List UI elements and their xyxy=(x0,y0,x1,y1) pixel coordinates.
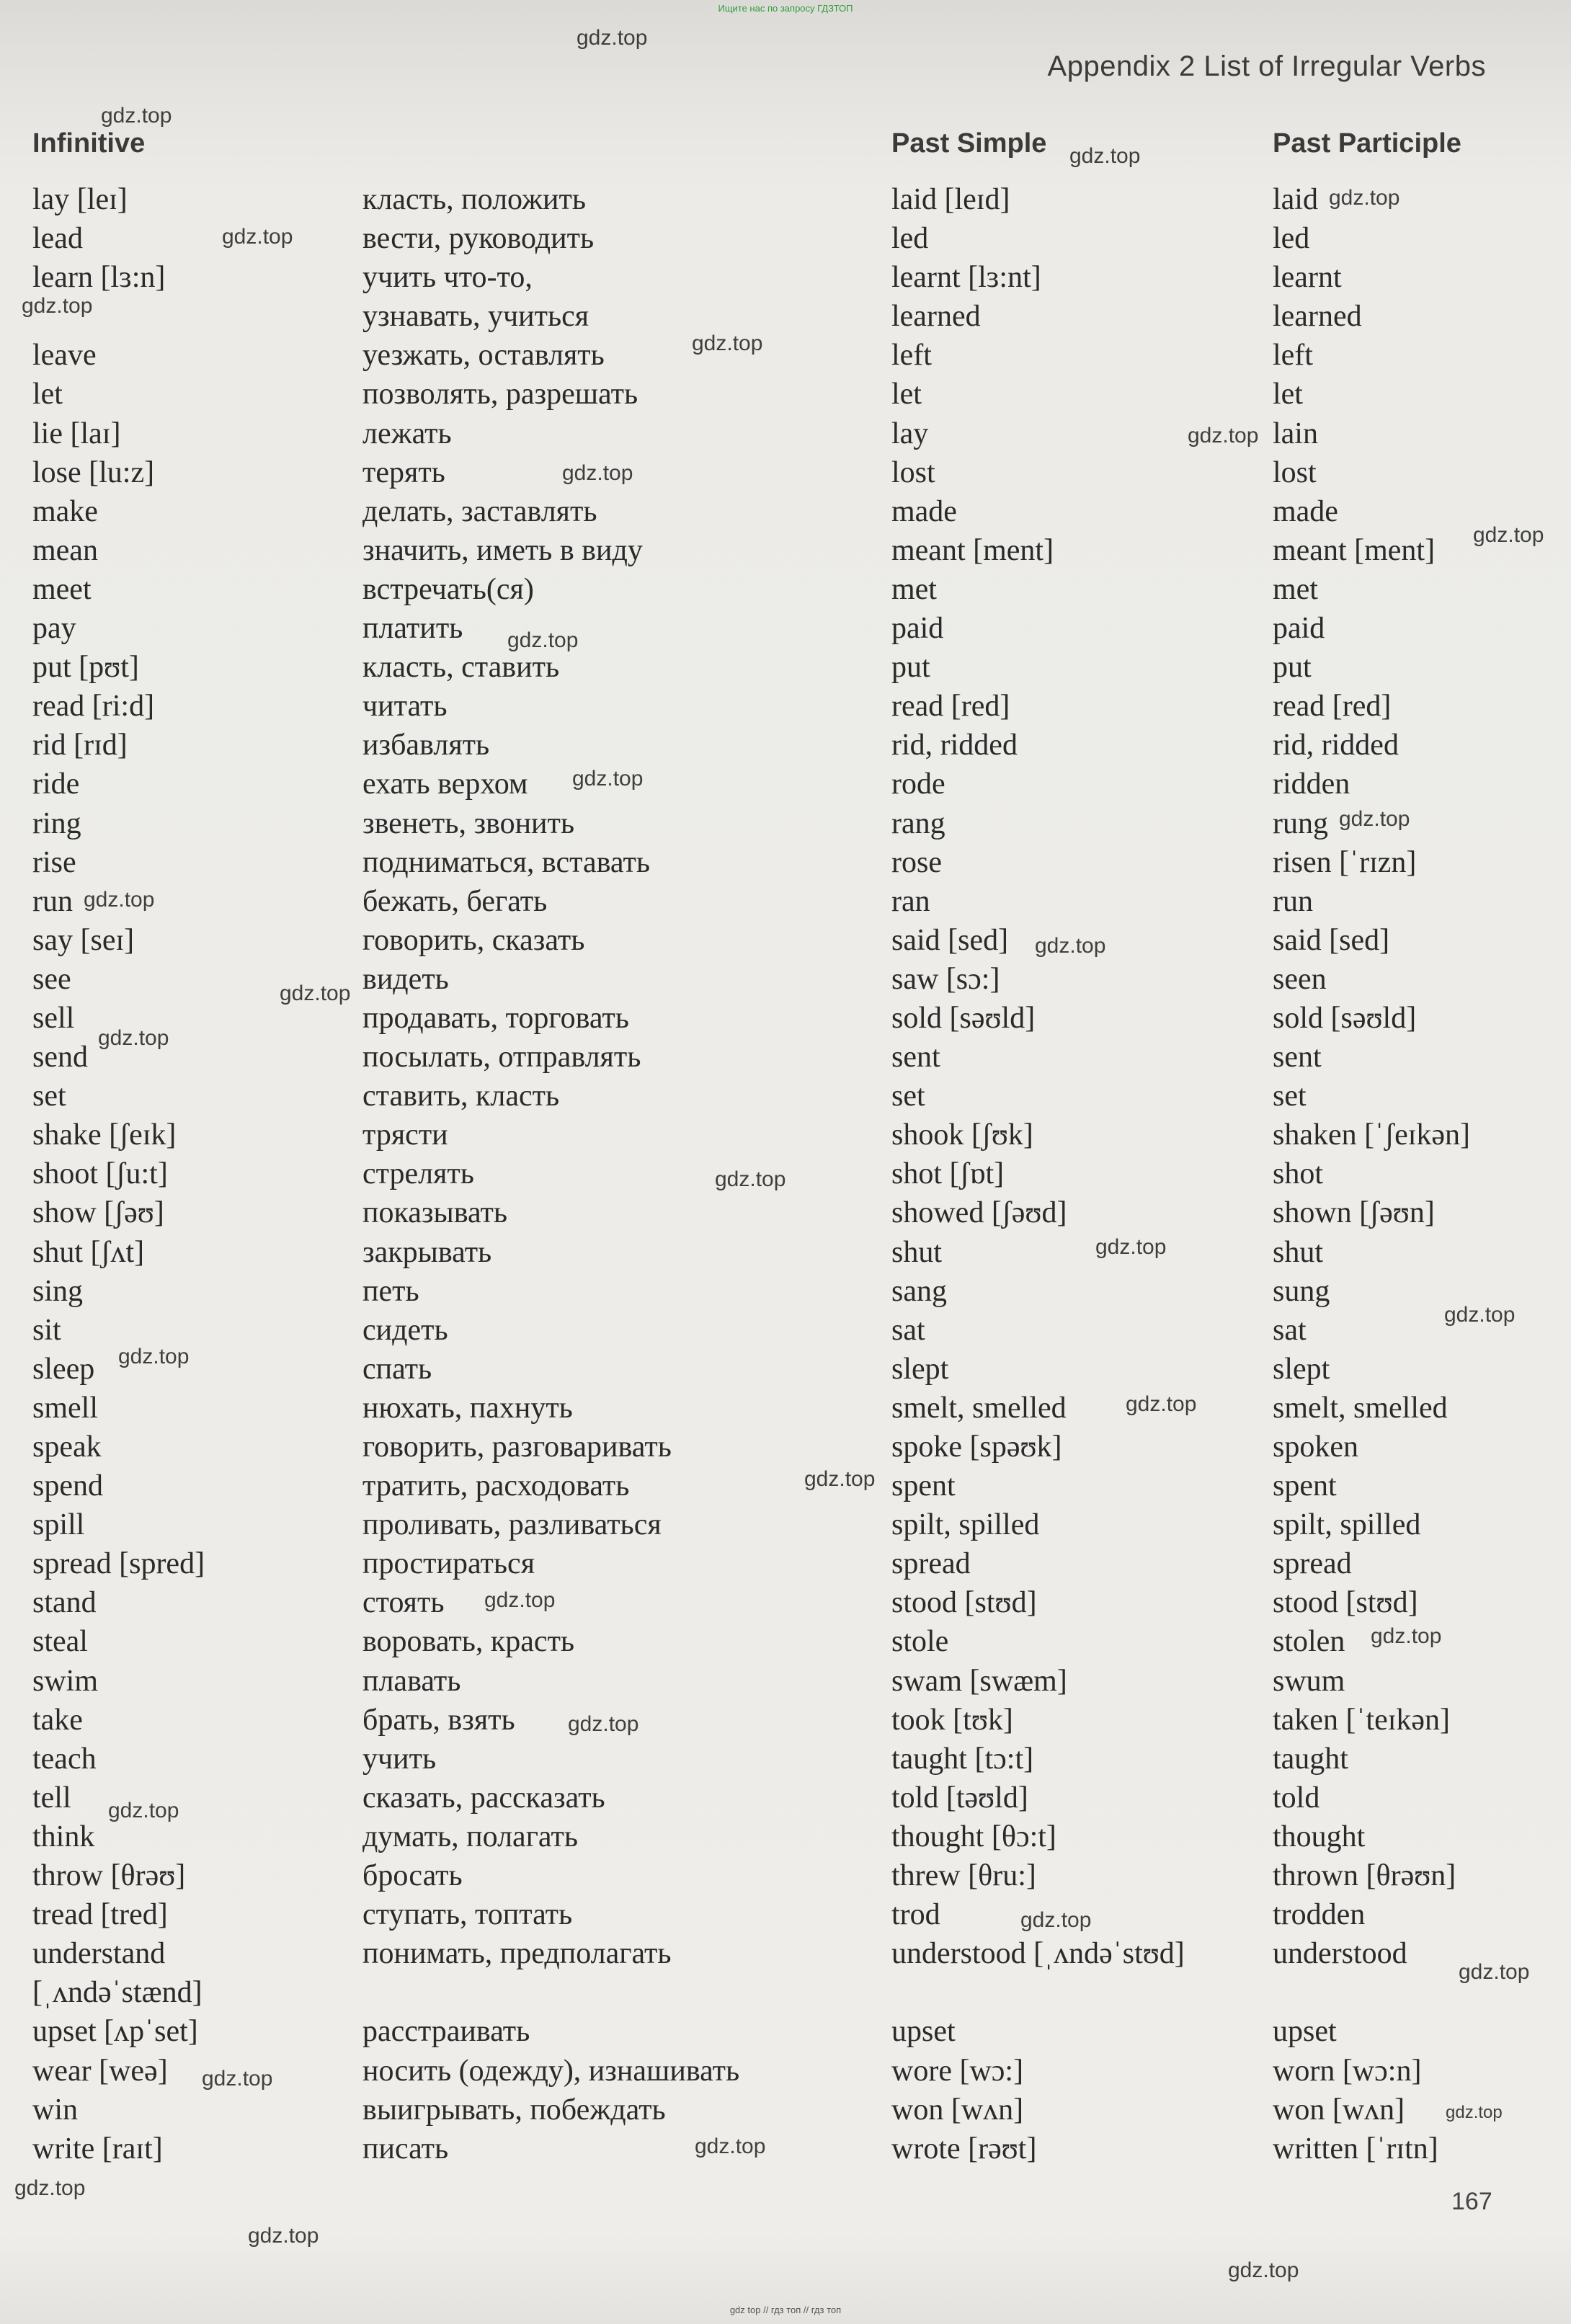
table-row xyxy=(0,1428,1571,1466)
table-row xyxy=(0,414,1571,453)
verb-past-simple: shot [ʃɒt] xyxy=(891,1157,1005,1191)
verb-translation: стрелять xyxy=(362,1157,474,1191)
verb-infinitive: ring xyxy=(32,806,81,840)
watermark: gdz.top xyxy=(98,1026,169,1050)
verb-past-simple: wore [wɔ:] xyxy=(891,2054,1024,2088)
table-row xyxy=(0,1934,1571,1973)
verb-past-participle: laid xyxy=(1273,183,1318,216)
verb-past-simple: shut xyxy=(891,1235,943,1269)
table-row xyxy=(0,1193,1571,1232)
verb-translation: видеть xyxy=(362,962,449,996)
verb-past-simple: said [sed] xyxy=(891,923,1009,957)
verb-translation: платить xyxy=(362,612,463,646)
verb-past-simple: swam [swæm] xyxy=(891,1664,1067,1698)
table-row xyxy=(0,1077,1571,1116)
verb-past-participle: learned xyxy=(1273,300,1362,334)
table-row xyxy=(0,258,1571,297)
watermark: gdz.top xyxy=(1329,186,1400,210)
verb-infinitive: ride xyxy=(32,767,80,801)
watermark: gdz.top xyxy=(84,888,155,912)
table-row xyxy=(0,765,1571,803)
watermark: gdz.top xyxy=(692,331,763,355)
verb-translation: трясти xyxy=(362,1118,448,1152)
verb-past-simple: thought [θɔ:t] xyxy=(891,1820,1056,1853)
verb-past-participle: spread xyxy=(1273,1547,1352,1581)
verb-past-participle: put xyxy=(1273,651,1312,685)
table-row xyxy=(0,1583,1571,1622)
verb-past-simple: rose xyxy=(891,845,942,879)
table-row xyxy=(0,1233,1571,1272)
verb-past-simple: led xyxy=(891,222,929,256)
verb-past-participle: shot xyxy=(1273,1157,1324,1191)
verb-translation: бежать, бегать xyxy=(362,884,548,918)
verb-past-participle: read [red] xyxy=(1273,690,1392,724)
verb-infinitive: write [raɪt] xyxy=(32,2132,163,2165)
verb-past-simple: showed [ʃəʊd] xyxy=(891,1196,1067,1230)
table-row xyxy=(0,1622,1571,1661)
verb-translation: посылать, отправлять xyxy=(362,1041,641,1074)
verb-translation: показывать xyxy=(362,1196,508,1230)
bottom-note: gdz top // гдз топ // гдз топ xyxy=(729,2305,842,2315)
verb-past-participle: set xyxy=(1273,1079,1307,1113)
table-row xyxy=(0,1544,1571,1583)
watermark: gdz.top xyxy=(108,1799,179,1822)
page-number: 167 xyxy=(1451,2188,1492,2215)
verb-translation: терять xyxy=(362,455,445,489)
watermark: gdz.top xyxy=(222,225,293,249)
watermark: gdz.top xyxy=(14,2176,86,2200)
verb-past-participle: run xyxy=(1273,884,1313,918)
table-row xyxy=(0,2091,1571,2129)
verb-infinitive: set xyxy=(32,1079,66,1113)
verb-past-participle: spent xyxy=(1273,1469,1337,1503)
table-row xyxy=(0,1311,1571,1350)
table-row xyxy=(0,609,1571,648)
verb-infinitive: upset [ʌpˈset] xyxy=(32,2015,198,2049)
verb-translation: плавать xyxy=(362,1664,461,1698)
column-header-past-participle: Past Participle xyxy=(1273,128,1461,159)
verb-past-participle: left xyxy=(1273,339,1313,373)
verb-past-simple: ran xyxy=(891,884,930,918)
watermark: gdz.top xyxy=(1228,2258,1299,2282)
verb-infinitive: think xyxy=(32,1820,95,1853)
verb-infinitive: see xyxy=(32,962,71,996)
verb-translation: закрывать xyxy=(362,1235,492,1269)
verb-infinitive: wear [weə] xyxy=(32,2054,168,2088)
verb-translation: воровать, красть xyxy=(362,1625,575,1659)
verb-past-participle: taught xyxy=(1273,1742,1348,1776)
table-row xyxy=(0,297,1571,336)
verb-past-participle: shaken [ˈʃeɪkən] xyxy=(1273,1118,1471,1152)
verb-past-participle: worn [wɔ:n] xyxy=(1273,2054,1422,2088)
watermark: gdz.top xyxy=(484,1588,556,1612)
verb-infinitive: run xyxy=(32,884,73,918)
table-row xyxy=(0,726,1571,765)
verb-past-simple: laid [leɪd] xyxy=(891,183,1010,216)
verb-past-simple: made xyxy=(891,494,957,528)
table-row xyxy=(0,804,1571,843)
verb-translation: учить что-то, xyxy=(362,261,533,295)
verb-past-participle: spilt, spilled xyxy=(1273,1508,1421,1542)
verb-infinitive: [ˌʌndəˈstænd] xyxy=(32,1976,203,2010)
verb-past-simple: left xyxy=(891,339,932,373)
verb-past-participle: told xyxy=(1273,1781,1320,1815)
verb-past-participle: led xyxy=(1273,222,1310,256)
verb-infinitive: sing xyxy=(32,1274,84,1308)
verb-translation: петь xyxy=(362,1274,419,1308)
watermark: gdz.top xyxy=(1444,1303,1516,1327)
watermark: gdz.top xyxy=(1371,1624,1442,1648)
verb-infinitive: let xyxy=(32,378,63,411)
watermark: gdz.top xyxy=(118,1345,190,1368)
verb-infinitive: spread [spred] xyxy=(32,1547,205,1581)
verb-translation: ехать верхом xyxy=(362,767,528,801)
watermark: gdz.top xyxy=(1188,424,1259,448)
table-row xyxy=(0,1817,1571,1856)
verb-past-simple: set xyxy=(891,1079,925,1113)
verb-translation: учить xyxy=(362,1742,437,1776)
verb-past-participle: sat xyxy=(1273,1313,1307,1347)
verb-past-participle: trodden xyxy=(1273,1898,1366,1932)
verb-past-simple: wrote [rəʊt] xyxy=(891,2132,1037,2165)
table-row xyxy=(0,843,1571,882)
verb-translation: выигрывать, побеждать xyxy=(362,2093,666,2127)
watermark: gdz.top xyxy=(248,2224,319,2248)
table-row xyxy=(0,1778,1571,1817)
verb-infinitive: sit xyxy=(32,1313,61,1347)
verb-translation: ступать, топтать xyxy=(362,1898,573,1932)
verb-infinitive: shake [ʃeɪk] xyxy=(32,1118,177,1152)
verb-infinitive: tread [tred] xyxy=(32,1898,168,1932)
table-row xyxy=(0,1272,1571,1311)
table-row xyxy=(0,1038,1571,1077)
watermark: gdz.top xyxy=(715,1167,786,1191)
table-row xyxy=(0,1662,1571,1701)
verb-translation: проливать, разливаться xyxy=(362,1508,662,1542)
verb-past-participle: said [sed] xyxy=(1273,923,1390,957)
watermark: gdz.top xyxy=(202,2067,273,2091)
verb-past-simple: slept xyxy=(891,1352,949,1386)
table-row xyxy=(0,999,1571,1038)
verb-infinitive: lose [lu:z] xyxy=(32,455,155,489)
verb-past-simple: stole xyxy=(891,1625,949,1659)
watermark: gdz.top xyxy=(1459,1960,1530,1984)
watermark: gdz.top xyxy=(1126,1392,1197,1416)
table-row xyxy=(0,1856,1571,1895)
verb-infinitive: understand xyxy=(32,1937,166,1971)
column-header-infinitive: Infinitive xyxy=(32,128,146,159)
verb-past-simple: saw [sɔ:] xyxy=(891,962,1000,996)
verb-translation: продавать, торговать xyxy=(362,1001,629,1035)
table-row xyxy=(0,1740,1571,1778)
verb-past-simple: sat xyxy=(891,1313,925,1347)
watermark: gdz.top xyxy=(507,628,579,652)
verb-infinitive: tell xyxy=(32,1781,71,1815)
watermark: gdz.top xyxy=(1020,1908,1092,1932)
verb-translation: нюхать, пахнуть xyxy=(362,1391,573,1425)
verb-infinitive: send xyxy=(32,1041,88,1074)
watermark: gdz.top xyxy=(101,104,172,128)
verb-translation: значить, иметь в виду xyxy=(362,533,643,567)
verb-translation: бросать xyxy=(362,1859,463,1893)
verb-past-simple: met xyxy=(891,572,937,606)
verb-past-simple: spilt, spilled xyxy=(891,1508,1040,1542)
verb-past-participle: rung xyxy=(1273,806,1328,840)
verb-past-simple: stood [stʊd] xyxy=(891,1586,1037,1620)
watermark: gdz.top xyxy=(804,1467,876,1491)
verb-translation: звенеть, звонить xyxy=(362,806,575,840)
verb-translation: сказать, рассказать xyxy=(362,1781,605,1815)
verb-past-participle: paid xyxy=(1273,612,1325,646)
verb-past-simple: shook [ʃʊk] xyxy=(891,1118,1033,1152)
verb-past-participle: stolen xyxy=(1273,1625,1345,1659)
verb-infinitive: put [pʊt] xyxy=(32,651,139,685)
table-row xyxy=(0,1116,1571,1154)
verb-past-participle: lain xyxy=(1273,417,1318,450)
verb-past-participle: thrown [θrəʊn] xyxy=(1273,1859,1456,1893)
verb-infinitive: sell xyxy=(32,1001,75,1035)
verb-past-simple: read [red] xyxy=(891,690,1010,724)
verb-translation: понимать, предполагать xyxy=(362,1937,672,1971)
table-row xyxy=(0,921,1571,960)
verb-past-simple: told [təʊld] xyxy=(891,1781,1028,1815)
watermark: gdz.top xyxy=(1069,144,1141,168)
verb-past-participle: rid, ridded xyxy=(1273,729,1399,762)
verb-past-simple: sang xyxy=(891,1274,947,1308)
verb-translation: писать xyxy=(362,2132,449,2165)
verb-infinitive: lay [leɪ] xyxy=(32,183,128,216)
verb-translation: стоять xyxy=(362,1586,445,1620)
verb-past-simple: meant [ment] xyxy=(891,533,1054,567)
verb-infinitive: rid [rɪd] xyxy=(32,729,128,762)
verb-past-simple: let xyxy=(891,378,922,411)
verb-past-simple: sold [səʊld] xyxy=(891,1001,1036,1035)
verb-infinitive: spend xyxy=(32,1469,103,1503)
verb-past-simple: upset xyxy=(891,2015,956,2049)
verb-past-participle: sold [səʊld] xyxy=(1273,1001,1417,1035)
verb-past-simple: taught [tɔ:t] xyxy=(891,1742,1034,1776)
verb-translation: узнавать, учиться xyxy=(362,300,589,334)
table-row xyxy=(0,2012,1571,2051)
watermark: gdz.top xyxy=(1339,807,1410,831)
verb-past-participle: sent xyxy=(1273,1041,1322,1074)
verb-past-simple: threw [θru:] xyxy=(891,1859,1036,1893)
verb-translation: избавлять xyxy=(362,729,490,762)
verb-past-simple: rid, ridded xyxy=(891,729,1018,762)
verb-translation: думать, полагать xyxy=(362,1820,578,1853)
verb-infinitive: shut [ʃʌt] xyxy=(32,1235,145,1269)
table-row xyxy=(0,336,1571,375)
verb-past-simple: lost xyxy=(891,455,935,489)
verb-past-simple: understood [ˌʌndəˈstʊd] xyxy=(891,1937,1185,1971)
verb-infinitive: leave xyxy=(32,339,97,373)
table-row xyxy=(0,960,1571,999)
verb-translation: носить (одежду), изнашивать xyxy=(362,2054,740,2088)
verb-past-simple: spoke [spəʊk] xyxy=(891,1430,1062,1464)
verb-past-simple: learned xyxy=(891,300,981,334)
verb-past-simple: won [wʌn] xyxy=(891,2093,1024,2127)
verb-past-participle: swum xyxy=(1273,1664,1345,1698)
verb-infinitive: throw [θrəʊ] xyxy=(32,1859,186,1893)
verb-translation: тратить, расходовать xyxy=(362,1469,630,1503)
table-row xyxy=(0,1895,1571,1934)
verb-infinitive: stand xyxy=(32,1586,97,1620)
verb-infinitive: show [ʃəʊ] xyxy=(32,1196,164,1230)
verb-past-participle: meant [ment] xyxy=(1273,533,1436,567)
verb-translation: лежать xyxy=(362,417,452,450)
verb-infinitive: learn [lɜ:n] xyxy=(32,261,166,295)
verb-translation: класть, ставить xyxy=(362,651,560,685)
watermark: gdz.top xyxy=(280,981,351,1005)
table-row xyxy=(0,1505,1571,1544)
verb-infinitive: pay xyxy=(32,612,76,646)
verb-translation: расстраивать xyxy=(362,2015,530,2049)
verb-past-simple: spread xyxy=(891,1547,971,1581)
verb-past-participle: taken [ˈteɪkən] xyxy=(1273,1703,1451,1737)
verb-translation: встречать(ся) xyxy=(362,572,534,606)
verb-translation: уезжать, оставлять xyxy=(362,339,605,373)
watermark: gdz.top xyxy=(695,2134,766,2158)
verb-infinitive: make xyxy=(32,494,98,528)
verb-past-participle: written [ˈrɪtn] xyxy=(1273,2132,1438,2165)
verb-infinitive: take xyxy=(32,1703,83,1737)
verb-past-participle: shown [ʃəʊn] xyxy=(1273,1196,1435,1230)
verb-translation: говорить, сказать xyxy=(362,923,585,957)
verb-past-participle: stood [stʊd] xyxy=(1273,1586,1418,1620)
verb-past-simple: rang xyxy=(891,806,945,840)
verb-past-participle: made xyxy=(1273,494,1338,528)
verb-past-participle: let xyxy=(1273,378,1303,411)
verb-infinitive: smell xyxy=(32,1391,98,1425)
top-note: Ищите нас по запросу ГДЗТОП xyxy=(718,3,853,14)
table-row xyxy=(0,687,1571,726)
watermark: gdz.top xyxy=(568,1712,639,1736)
page-header: Appendix 2 List of Irregular Verbs xyxy=(1047,50,1486,82)
verb-past-participle: spoken xyxy=(1273,1430,1358,1464)
table-row xyxy=(0,1389,1571,1428)
verb-past-participle: learnt xyxy=(1273,261,1342,295)
verb-past-simple: trod xyxy=(891,1898,940,1932)
verb-translation: делать, заставлять xyxy=(362,494,597,528)
verb-infinitive: swim xyxy=(32,1664,99,1698)
table-row xyxy=(0,453,1571,492)
verb-infinitive: shoot [ʃu:t] xyxy=(32,1157,168,1191)
table-row xyxy=(0,2129,1571,2168)
verb-past-participle: smelt, smelled xyxy=(1273,1391,1448,1425)
verb-past-participle: won [wʌn] xyxy=(1273,2093,1405,2127)
verb-past-participle: seen xyxy=(1273,962,1327,996)
verb-infinitive: say [seɪ] xyxy=(32,923,135,957)
verb-infinitive: rise xyxy=(32,845,76,879)
verb-translation: брать, взять xyxy=(362,1703,515,1737)
verb-past-simple: put xyxy=(891,651,930,685)
column-header-past-simple: Past Simple xyxy=(891,128,1047,159)
verb-infinitive: sleep xyxy=(32,1352,95,1386)
verb-translation: сидеть xyxy=(362,1313,448,1347)
table-row xyxy=(0,1350,1571,1389)
verb-past-simple: learnt [lɜ:nt] xyxy=(891,261,1041,295)
verb-past-participle: upset xyxy=(1273,2015,1337,2049)
verb-infinitive: speak xyxy=(32,1430,102,1464)
verb-infinitive: meet xyxy=(32,572,92,606)
verb-infinitive: win xyxy=(32,2093,78,2127)
table-row xyxy=(0,570,1571,609)
watermark: gdz.top xyxy=(1035,934,1106,958)
verb-past-participle: understood xyxy=(1273,1937,1407,1971)
verb-infinitive: mean xyxy=(32,533,98,567)
verb-past-participle: sung xyxy=(1273,1274,1330,1308)
watermark: gdz.top xyxy=(572,767,644,791)
verb-past-simple: paid xyxy=(891,612,944,646)
verb-infinitive: teach xyxy=(32,1742,97,1776)
verb-infinitive: read [ri:d] xyxy=(32,690,155,724)
verb-past-participle: shut xyxy=(1273,1235,1324,1269)
watermark: gdz.top xyxy=(577,26,648,50)
verb-past-participle: slept xyxy=(1273,1352,1330,1386)
table-row xyxy=(0,1973,1571,2012)
verb-translation: подниматься, вставать xyxy=(362,845,650,879)
table-row xyxy=(0,648,1571,687)
table-row xyxy=(0,375,1571,414)
verb-infinitive: lead xyxy=(32,222,83,256)
verb-translation: позволять, разрешать xyxy=(362,378,638,411)
verb-translation: говорить, разговаривать xyxy=(362,1430,672,1464)
table-row xyxy=(0,882,1571,921)
watermark: gdz.top xyxy=(1473,523,1544,547)
watermark: gdz.top xyxy=(562,461,633,485)
watermark: gdz.top xyxy=(1446,2103,1503,2122)
watermark: gdz.top xyxy=(22,294,93,318)
verb-translation: класть, положить xyxy=(362,183,586,216)
verb-infinitive: spill xyxy=(32,1508,85,1542)
table-row xyxy=(0,492,1571,531)
verb-past-participle: ridden xyxy=(1273,767,1350,801)
verb-past-simple: took [tʊk] xyxy=(891,1703,1013,1737)
verb-translation: спать xyxy=(362,1352,432,1386)
verb-infinitive: lie [laɪ] xyxy=(32,417,121,450)
verb-translation: ставить, класть xyxy=(362,1079,560,1113)
verb-past-simple: sent xyxy=(891,1041,940,1074)
verb-past-simple: lay xyxy=(891,417,929,450)
verb-translation: читать xyxy=(362,690,448,724)
verb-past-participle: lost xyxy=(1273,455,1317,489)
table-row xyxy=(0,531,1571,570)
verb-past-participle: met xyxy=(1273,572,1318,606)
verb-past-participle: risen [ˈrɪzn] xyxy=(1273,845,1417,879)
watermark: gdz.top xyxy=(1095,1235,1167,1259)
verb-past-participle: thought xyxy=(1273,1820,1366,1853)
verb-infinitive: steal xyxy=(32,1625,88,1659)
table-row xyxy=(0,1466,1571,1505)
verb-translation: простираться xyxy=(362,1547,535,1581)
verb-translation: вести, руководить xyxy=(362,222,595,256)
verb-past-simple: rode xyxy=(891,767,945,801)
verb-past-simple: spent xyxy=(891,1469,956,1503)
verb-past-simple: smelt, smelled xyxy=(891,1391,1067,1425)
table-row xyxy=(0,1701,1571,1740)
